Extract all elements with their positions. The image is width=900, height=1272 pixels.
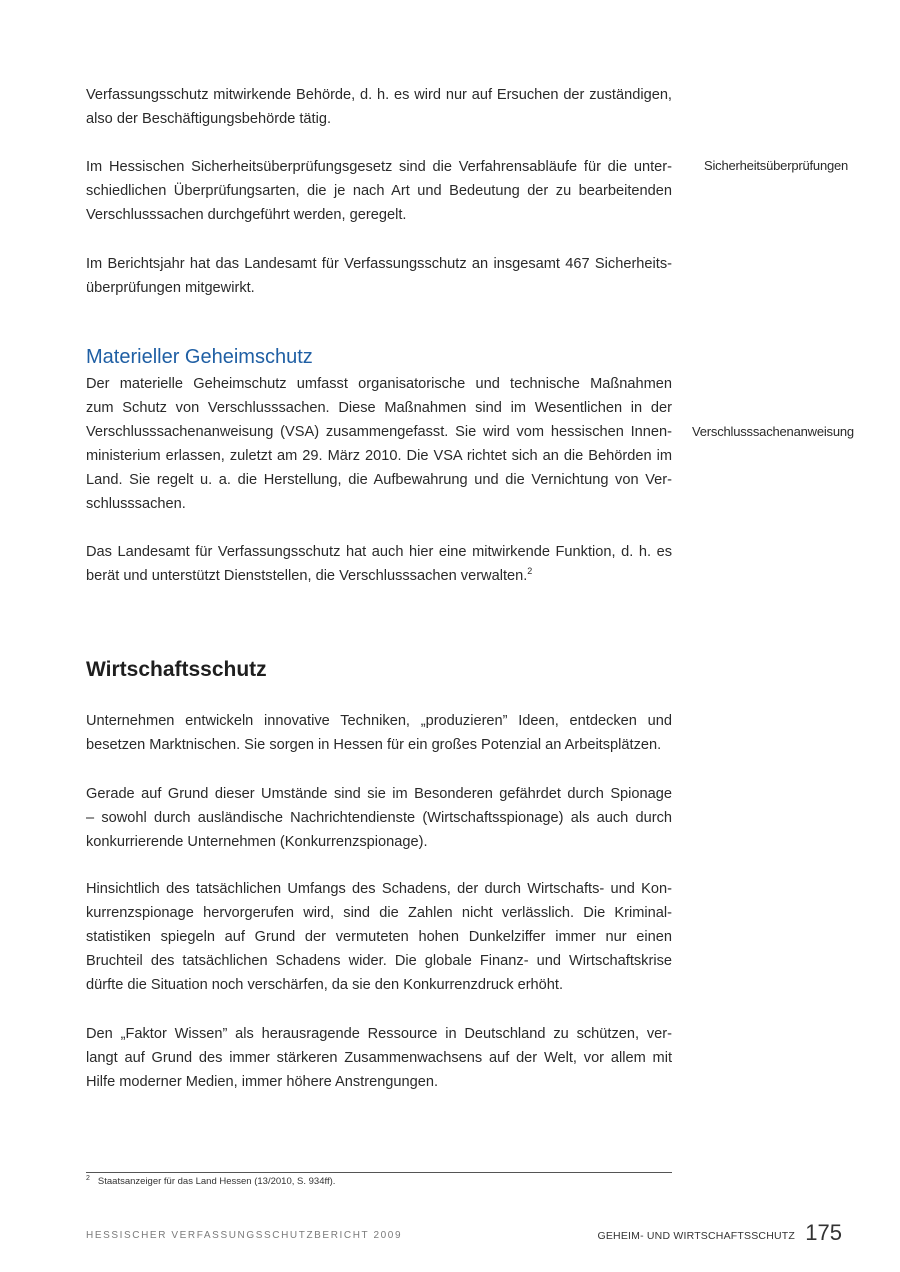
paragraph-mitwirkende-funktion [86, 540, 672, 588]
text-line: kurrenzspionage hervorgerufen wird, sind die Zahlen nicht verlässlich. Die Kriminal- [86, 905, 672, 921]
text-line: ministerium erlassen, zuletzt am 29. März 2010. Die VSA richtet sich an die Behörden im [86, 448, 672, 464]
footnote [86, 1175, 335, 1187]
text-line: Land. Sie regelt u. a. die Herstellung, die Aufbewahrung und die Vernichtung von Ver- [86, 472, 672, 488]
text-line: Verschlusssachen durchgeführt werden, geregelt. [86, 207, 407, 223]
text-line-content: berät und unterstützt Dienststellen, die Verschlusssachen verwalten. [86, 568, 528, 584]
text-line: Das Landesamt für Verfassungsschutz hat auch hier eine mitwirkende Funktion, d. h. es [86, 544, 672, 560]
footnote-number: 2 [86, 1175, 90, 1182]
text-line: statistiken spiegeln auf Grund der vermuteten hohen Dunkelziffer immer nur einen [86, 929, 672, 945]
text-line: Unternehmen entwickeln innovative Techniken, „produzieren” Ideen, entdecken und [86, 713, 672, 729]
text-line: Der materielle Geheimschutz umfasst organisatorische und technische Maßnahmen [86, 376, 672, 392]
text-line: konkurrierende Unternehmen (Konkurrenzspionage). [86, 834, 428, 850]
paragraph-spionage [86, 782, 672, 854]
text-line: besetzen Marktnischen. Sie sorgen in Hessen für ein großes Potenzial an Arbeitsplätzen. [86, 737, 662, 753]
text-line: Bruchteil des tatsächlichen Schadens wider. Die globale Finanz- und Wirtschaftskrise [86, 953, 672, 969]
text-line: – sowohl durch ausländische Nachrichtendienste (Wirtschaftsspionage) als auch durch [86, 810, 672, 826]
margin-note-sicherheitsueberpruefungen: Sicherheitsüberprüfungen [704, 158, 849, 173]
text-line: Im Berichtsjahr hat das Landesamt für Verfassungsschutz an insgesamt 467 Sicherheits- [86, 256, 672, 272]
paragraph-intro-continuation [86, 83, 672, 131]
margin-note-verschlusssachenanweisung: Verschlusssachenanweisung [692, 424, 854, 439]
footnote-divider [86, 1172, 672, 1173]
text-line: Verschlusssachenanweisung (VSA) zusammengefasst. Sie wird vom hessischen Innen- [86, 424, 672, 440]
paragraph-umfang-schaden [86, 877, 672, 997]
section-heading-materieller-geheimschutz: Materieller Geheimschutz [86, 346, 313, 368]
footnote-text: Staatsanzeiger für das Land Hessen (13/2010, S. 934ff). [97, 1176, 336, 1188]
paragraph-berichtsjahr [86, 252, 672, 300]
text-line: Hilfe moderner Medien, immer höhere Anstrengungen. [86, 1074, 439, 1090]
paragraph-materieller-geheimschutz [86, 372, 672, 516]
text-line: dürfte die Situation noch verschärfen, da sie den Konkurrenzdruck erhöht. [86, 977, 564, 993]
text-line: Den „Faktor Wissen” als herausragende Ressource in Deutschland zu schützen, ver- [86, 1026, 672, 1042]
text-line: zum Schutz von Verschlusssachen. Diese Maßnahmen sind im Wesentlichen in der [86, 400, 672, 416]
text-line: Hinsichtlich des tatsächlichen Umfangs des Schadens, der durch Wirtschafts- und Kon- [86, 881, 672, 897]
text-line: also der Beschäftigungsbehörde tätig. [86, 111, 332, 127]
text-line: überprüfungen mitgewirkt. [86, 280, 255, 296]
page-number: 175 [805, 1220, 842, 1245]
text-line: Im Hessischen Sicherheitsüberprüfungsgesetz sind die Verfahrensabläufe für die unter- [86, 159, 672, 175]
paragraph-faktor-wissen [86, 1022, 672, 1094]
paragraph-unternehmen [86, 709, 672, 757]
paragraph-verfahrensablaeufe [86, 155, 672, 227]
text-line: langt auf Grund des immer stärkeren Zusammenwachsens auf der Welt, vor allem mit [86, 1050, 672, 1066]
running-footer-title: HESSISCHER VERFASSUNGSSCHUTZBERICHT 2009 [86, 1230, 403, 1241]
text-line: Verfassungsschutz mitwirkende Behörde, d. h. es wird nur auf Ersuchen der zuständigen, [86, 87, 672, 103]
section-heading-wirtschaftsschutz: Wirtschaftsschutz [86, 658, 267, 681]
text-line [86, 564, 672, 588]
text-line: schiedlichen Überprüfungsarten, die je nach Art und Bedeutung der zu bearbeitenden [86, 183, 672, 199]
running-footer-section: GEHEIM- UND WIRTSCHAFTSSCHUTZ [597, 1230, 795, 1242]
text-line: Gerade auf Grund dieser Umstände sind sie im Besonderen gefährdet durch Spionage [86, 786, 672, 802]
footnote-reference: 2 [527, 566, 533, 577]
text-line: schlusssachen. [86, 496, 186, 512]
